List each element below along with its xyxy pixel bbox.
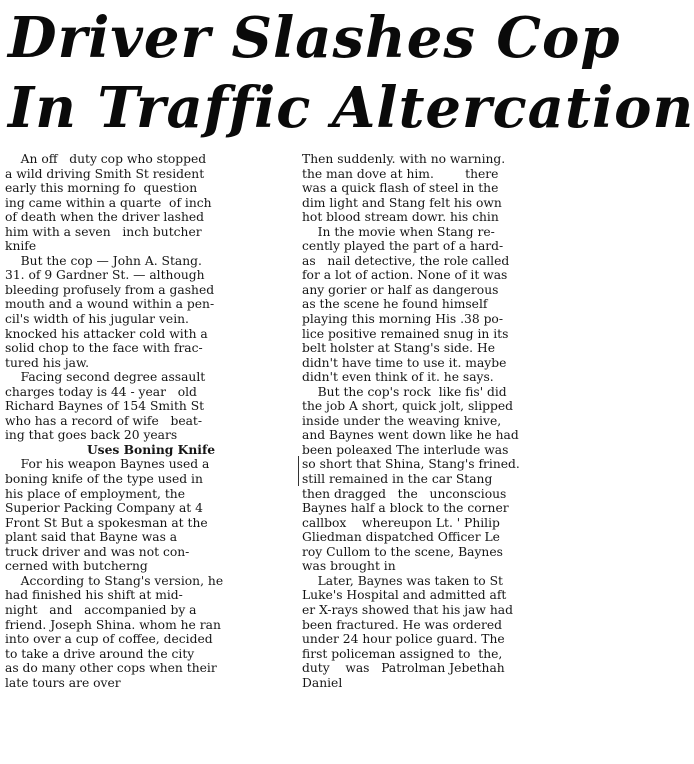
article-text-line: roy Cullom to the scene, Baynes [302, 544, 503, 559]
article-text-line: er X-rays showed that his jaw had [302, 602, 513, 617]
headline-line-2: In Traffic Altercation [8, 75, 694, 141]
article-text-line: lice positive remained snug in its [302, 326, 509, 341]
subheading: Uses Boning Knife [86, 441, 216, 457]
article-text-line: But the cop's rock like fis' did [302, 384, 507, 399]
article-text-line: plant said that Bayne was a [5, 530, 178, 545]
article-text-line: him with a seven inch butcher [5, 224, 202, 239]
article-text-line: was a quick flash of steel in the [302, 181, 499, 196]
article-text-line: still remained in the car Stang [302, 472, 493, 487]
article-text-line: ing came within a quarte of inch [5, 195, 212, 210]
article-text-line: as nail detective, the role called [302, 253, 510, 268]
article-text-line: was brought in [302, 559, 396, 574]
article-text-line: cil's width of his jugular vein. [5, 312, 189, 327]
article-text-line: of death when the driver lashed [5, 210, 205, 225]
article-text-line: solid chop to the face with frac- [5, 341, 203, 356]
article-text-line: 31. of 9 Gardner St. — although [5, 268, 205, 283]
article-text-line: Daniel [302, 675, 343, 690]
column-divider [298, 456, 299, 486]
article-text-line: Richard Baynes of 154 Smith St [5, 399, 205, 414]
article-text-line: But the cop — John A. Stang. [5, 253, 202, 268]
article-text-line: boning knife of the type used in [5, 472, 203, 487]
article-text-line: mouth and a wound within a pen- [5, 297, 215, 312]
article-text-line: In the movie when Stang re- [302, 224, 495, 239]
article-text-line: According to Stang's version, he [5, 573, 224, 588]
article-text-line: for a lot of action. None of it was [302, 268, 508, 283]
article-text-line: Gliedman dispatched Officer Le [302, 530, 500, 545]
article-text-line: tured his jaw. [5, 355, 89, 370]
article-text-line: who has a record of wife beat- [5, 413, 203, 428]
article-text-line: dim light and Stang felt his own [302, 195, 502, 210]
article-text-line: Facing second degree assault [5, 370, 206, 385]
article-text-line: been poleaxed The interlude was [302, 442, 509, 457]
article-text-line: Front St But a spokesman at the [5, 515, 208, 530]
article-text-line: the man dove at him. there [302, 166, 499, 181]
article-text-line: friend. Joseph Shina. whom he ran [5, 617, 221, 632]
article-text-line: callbox whereupon Lt. ' Philip [302, 515, 500, 530]
article-text-line: belt holster at Stang's side. He [302, 341, 495, 356]
article-text-line: to take a drive around the city [5, 646, 195, 661]
article-text-line: didn't even think of it. he says. [302, 370, 494, 385]
article-text-line: knocked his attacker cold with a [5, 326, 208, 341]
article-text-line: ing that goes back 20 years [5, 428, 178, 443]
article-text-line: An off duty cop who stopped [5, 152, 207, 166]
article-text-line: had finished his shift at mid- [5, 588, 183, 603]
article-text-line: bleeding profusely from a gashed [5, 282, 215, 297]
article-right-column [302, 152, 590, 690]
article-text-line: duty was Patrolman Jebethah [302, 661, 505, 676]
article-text-line: the job A short, quick jolt, slipped [302, 399, 514, 414]
article-text-line: into over a cup of coffee, decided [5, 632, 213, 647]
article-text-line: so short that Shina, Stang's frined. [302, 457, 520, 472]
article-text-line: first policeman assigned to the, [302, 646, 503, 661]
article-text-line: late tours are over [5, 675, 121, 690]
article-text-line: Superior Packing Company at 4 [5, 501, 203, 516]
article-text-line: For his weapon Baynes used a [5, 457, 210, 472]
article-text-line: inside under the weaving knive, [302, 413, 502, 428]
article-text-line: Luke's Hospital and admitted aft [302, 588, 507, 603]
article-text-line: hot blood stream dowr. his chin [302, 210, 499, 225]
article-text-line: truck driver and was not con- [5, 544, 190, 559]
article-text-line: a wild driving Smith St resident [5, 166, 205, 181]
article-text-line: any gorier or half as dangerous [302, 282, 499, 297]
article-text-line: his place of employment, the [5, 486, 185, 501]
article-text-line: then dragged the unconscious [302, 486, 507, 501]
article-text-line: knife [5, 239, 37, 254]
article-text-line: Later, Baynes was taken to St [302, 573, 503, 588]
article-text-line: playing this morning His .38 po- [302, 312, 503, 327]
article-text-line: Then suddenly. with no warning. [302, 152, 506, 166]
article-text-line: night and accompanied by a [5, 602, 197, 617]
article-text-line: Baynes half a block to the corner [302, 501, 509, 516]
article-text-line: as the scene he found himself [302, 297, 488, 312]
article-text-line: early this morning fo question [5, 181, 198, 196]
article-text-line: under 24 hour police guard. The [302, 632, 505, 647]
article-text-line: charges today is 44 - year old [5, 384, 197, 399]
article-text-line: cerned with butcherng [5, 559, 148, 574]
article-text-line: and Baynes went down like he had [302, 428, 519, 443]
article-text-line: cently played the part of a hard- [302, 239, 504, 254]
article-text-line: as do many other cops when their [5, 661, 217, 676]
article-left-column [5, 152, 297, 690]
article-text-line: been fractured. He was ordered [302, 617, 503, 632]
article-text-line: didn't have time to use it. maybe [302, 355, 507, 370]
headline-line-1: Driver Slashes Cop [8, 5, 621, 71]
